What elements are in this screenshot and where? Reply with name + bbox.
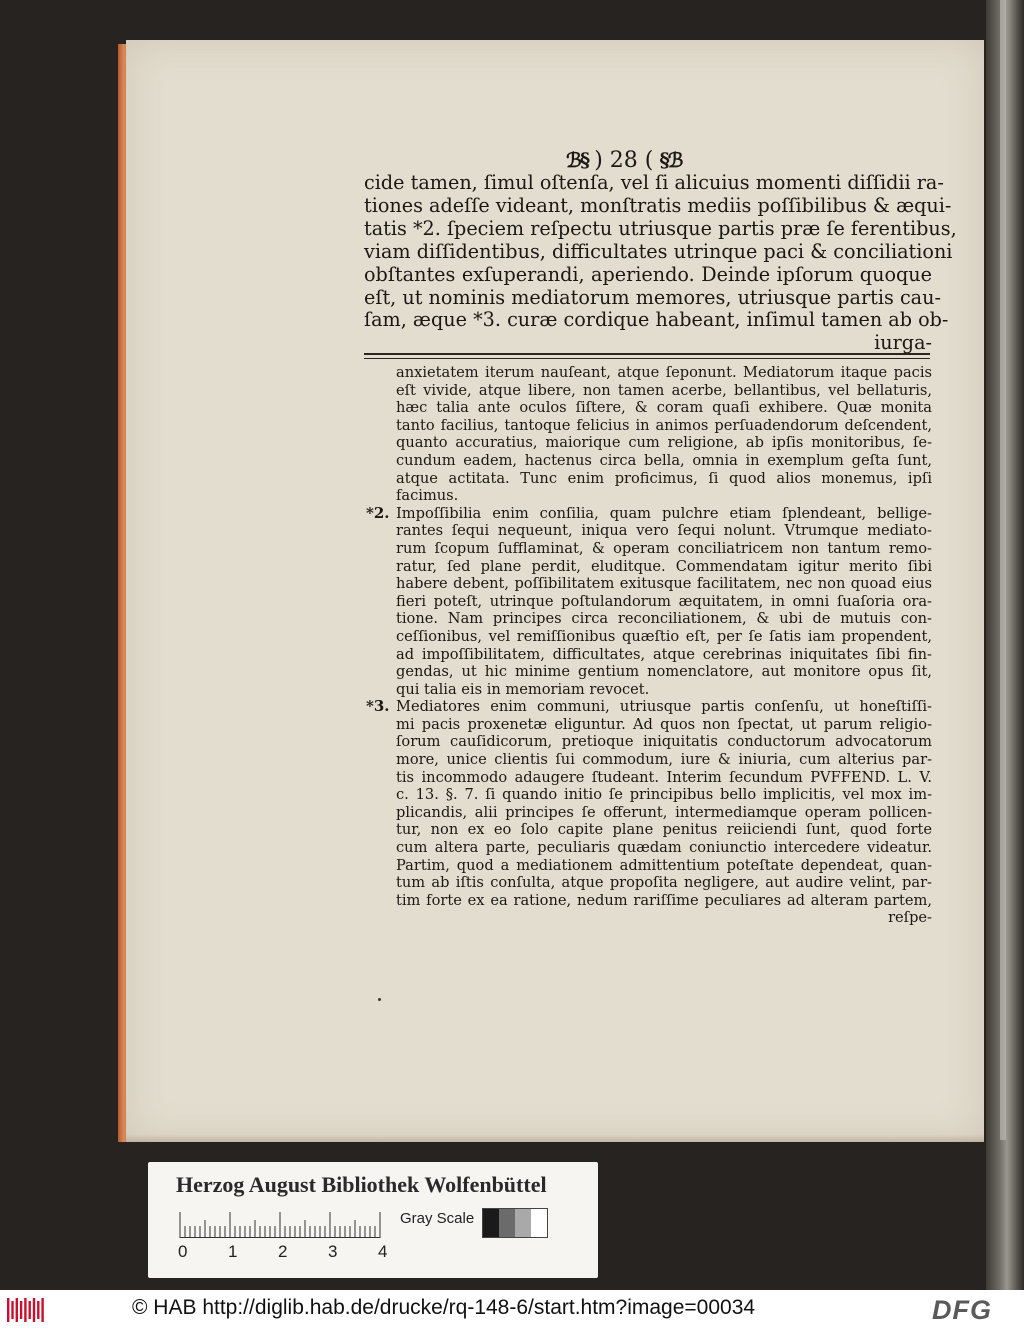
- footnote-line: anxietatem iterum nauſeant, atque ſeponunt. Mediatorum itaque pacis: [396, 364, 932, 381]
- hab-logo-bar: [16, 1298, 18, 1322]
- footnote-marker: *3.: [366, 697, 390, 716]
- hab-logo-bar: [11, 1301, 13, 1319]
- footnote-line: ſorum cauſidicorum, pretioque iniquitatis conductorum advocatorum: [396, 733, 932, 751]
- library-name: Herzog August Bibliothek Wolfenbüttel: [176, 1172, 547, 1197]
- ruler-number: 1: [228, 1242, 238, 1261]
- main-text-line: tatis *2. ſpeciem reſpectu utriusque partis præ ſe ferentibus,: [364, 216, 957, 240]
- hab-logo-bar: [20, 1301, 22, 1319]
- footnote-marker: *2.: [366, 503, 390, 522]
- binding-highlight: [1000, 0, 1006, 1140]
- footnote-line: cundum eadem, hactenus circa bella, omnia in exemplum geſta ſunt,: [396, 451, 932, 469]
- page-bottom-shadow: [126, 1134, 984, 1142]
- running-head: [566, 146, 726, 174]
- footnote-line: eſt vivide, atque libere, non tamen acerbe, bellantibus, vel bellaturis,: [396, 381, 932, 399]
- footnotes: [366, 364, 932, 927]
- footnote-line: gendas, ut hic minime gentium nomenclatore, aut monitore opus ſit,: [396, 663, 932, 681]
- hab-logo-bar: [7, 1298, 9, 1322]
- footnote-line: Impoſſibilia enim conſilia, quam pulchre etiam ſplendeant, bellige-: [396, 504, 932, 522]
- main-text-line: obſtantes exſuperandi, aperiendo. Deinde ipſorum quoque: [364, 262, 932, 286]
- footnote-line: more, unice clientis ſui commodum, iure & iniuria, cum alterius par-: [396, 751, 932, 769]
- main-text-line: ſam, æque *3. curæ cordique habeant, inſimul tamen ab ob-: [364, 308, 949, 332]
- library-label-card: [148, 1162, 598, 1278]
- footnote-line: plicandis, alii principes ſe offerunt, intermediamque operam pollicen-: [396, 803, 932, 821]
- swatch: [515, 1209, 531, 1237]
- hab-logo-bar: [24, 1298, 26, 1322]
- gray-scale-swatches: [482, 1208, 548, 1238]
- footnote-line: ratur, ſed plane perdit, eluditque. Commendatam igitur merito ſibi: [396, 557, 932, 575]
- dfg-logo[interactable]: DFG: [932, 1295, 992, 1325]
- ruler-number: 3: [328, 1242, 338, 1261]
- footnote-line: ad impoſſibilitatem, difficultates, atque cerebrinas iniquitates ſibi fin-: [396, 645, 932, 663]
- footnote-line: atque actitata. Tunc enim proficimus, ſi quod alios monemus, ipſi: [396, 469, 932, 487]
- footnote-continuation: [366, 364, 932, 505]
- hab-columns-logo-icon[interactable]: [6, 1296, 46, 1324]
- footnote-line: quanto accuratius, maiorique cum religione, ab ipſis monitoribus, ſe-: [396, 434, 932, 452]
- main-text-line: cide tamen, ſimul oſtenſa, vel ſi alicuius momenti diſſidii ra-: [364, 171, 944, 194]
- footnote-line: habere debent, poſſibilitatem exitusque facilitatem, nec non quoad eius: [396, 575, 932, 593]
- footnote-line: Partim, quod a mediationem admittentium poteſtate dependeat, quan-: [396, 856, 932, 874]
- catchword: reſpe-: [888, 909, 932, 927]
- left-ornament-icon: ℬ§: [566, 148, 589, 172]
- source-url[interactable]: © HAB http://diglib.hab.de/drucke/rq-148-6/start.htm?image=00034: [132, 1296, 756, 1319]
- main-text-line: viam diſſidentibus, difficultates utrinque paci & conciliationi: [364, 239, 953, 263]
- footnote-line: rum ſcopum ſufflaminat, & operam conciliatricem non tantum remo-: [396, 539, 932, 557]
- footnote-line: hæc talia ante oculos ſiſtere, & coram quaſi exhibere. Quæ monita: [396, 399, 932, 417]
- swatch: [499, 1209, 515, 1237]
- swatch: [531, 1209, 547, 1237]
- footnote-line: mi pacis proxenetæ eliguntur. Ad quos non ſpectat, ut parum religio-: [396, 715, 932, 733]
- main-text-line: tiones adeſſe videant, monſtratis mediis poſſibilibus & æqui-: [364, 193, 952, 217]
- hab-logo-bar: [29, 1301, 31, 1319]
- swatch: [483, 1209, 499, 1237]
- footnote-line: cum altera parte, peculiaris quædam coniunctio intercedere videatur.: [396, 839, 932, 857]
- right-ornament-icon: §ℬ: [659, 148, 682, 172]
- hab-logo-bar: [33, 1298, 35, 1322]
- footnote-line: tis incommodo adaugere ſtudeant. Interim ſecundum PVFFEND. L. V.: [396, 768, 932, 786]
- hab-logo-bar: [41, 1298, 43, 1322]
- footer-bar: [0, 1290, 1024, 1329]
- footnote-line: tum ab iſtis conſulta, atque propoſita negligere, aut audire velint, par-: [396, 874, 932, 892]
- footnote-3: [366, 698, 932, 927]
- ruler-number: 0: [178, 1242, 188, 1261]
- main-text: [364, 171, 957, 355]
- footnote-line: tim forte ex ea ratione, nedum rariſſime peculiares ad alteram partem,: [396, 891, 932, 909]
- hab-logo-bar: [37, 1301, 39, 1319]
- scale-ruler-icon: [178, 1210, 386, 1238]
- footnote-rule-thin: [364, 358, 930, 359]
- footnote-line: Mediatores enim communi, utriusque partis conſenſu, ut honeſtiſſi-: [396, 698, 932, 716]
- page-number: ) 28 (: [594, 147, 654, 173]
- footnote-line: c. 13. §. 7. ſi quando initio ſe principibus bello implicitis, vel mox im-: [396, 786, 932, 804]
- ruler-number: 2: [278, 1242, 288, 1261]
- catchword: iurga-: [874, 331, 932, 355]
- footnote-line: tione. Nam principes circa reconciliationem, & ubi de mutuis con-: [396, 610, 932, 628]
- main-text-line: eſt, ut nominis mediatorum memores, utriusque partis cau-: [364, 285, 941, 309]
- footnote-line: tur, non ex eo ſolo capite plane penitus reiiciendi ſunt, quod forte: [396, 821, 932, 839]
- footnote-line: qui talia eis in memoriam revocet.: [396, 680, 650, 698]
- footnote-line: facimus.: [396, 487, 459, 505]
- footnote-line: ceſſionibus, vel remiſſionibus quæſtio eſt, per ſe ſatis iam propendent,: [396, 627, 932, 645]
- footnote-rule: [364, 353, 930, 355]
- ruler-number: 4: [378, 1242, 388, 1261]
- gray-scale-label: Gray Scale: [400, 1210, 475, 1227]
- footnote-line: rantes ſequi nequeunt, iniqua vero ſequi nolunt. Vtrumque mediato-: [396, 522, 932, 540]
- ink-speck: [378, 998, 381, 1001]
- footnote-2: [366, 505, 932, 699]
- footnote-line: tanto facilius, tantoque felicius in animos perſuadendorum deſcendent,: [396, 416, 932, 434]
- footnote-line: fieri poteſt, utrinque poſtulandorum æquitatem, in omni ſuaſoria ora-: [396, 592, 932, 610]
